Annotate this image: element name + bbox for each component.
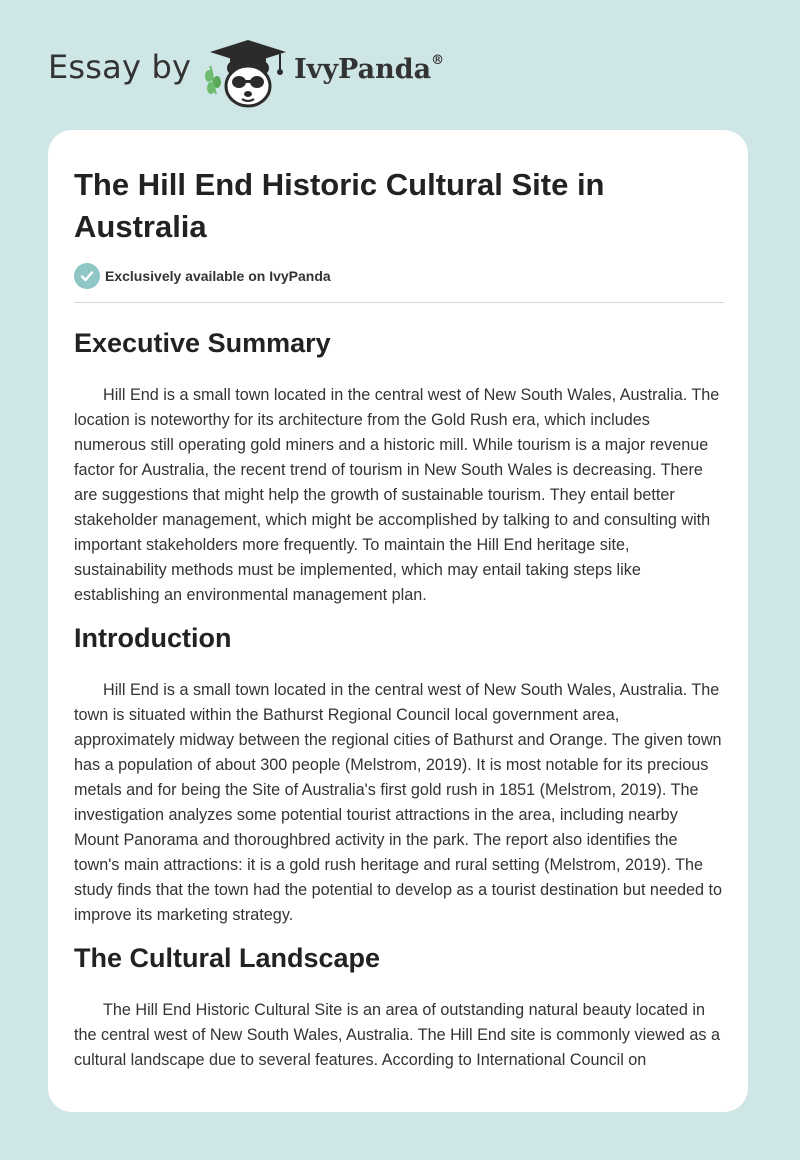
section-body-introduction: Hill End is a small town located in the central west of New South Wales, Australia. The town is situated within the Bathurst Regional Council local government area, approximately midway between the regional cities of Bathurst and Orange. The given town has a population of about 300 people (Melstrom, 2019). It is most notable for its precious metals and for being the Site of Australia's first gold rush in 1851 (Melstrom, 2019). The investigation analyzes some potential tourist attractions in the area, including nearby Mount Panorama and thoroughbred activity in the park. The report also identifies the town's main attractions: it is a gold rush heritage and rural setting (Melstrom, 2019). The study finds that the town had the potential to develop as a tourist destination but needed to improve its marketing strategy. bbox=[74, 681, 722, 924]
registered-mark: ® bbox=[431, 53, 445, 68]
essay-title: The Hill End Historic Cultural Site in Australia bbox=[74, 167, 605, 244]
brand-name[interactable] bbox=[294, 54, 444, 85]
brand-text: IvyPanda bbox=[294, 54, 432, 85]
section-heading-cultural-landscape: The Cultural Landscape bbox=[74, 943, 381, 973]
site-header bbox=[0, 0, 800, 130]
panda-logo-icon[interactable] bbox=[200, 36, 292, 110]
essay-card bbox=[48, 130, 748, 1112]
title-divider bbox=[74, 302, 724, 303]
essay-content bbox=[74, 164, 724, 1073]
exclusive-badge bbox=[74, 262, 724, 290]
section-heading-introduction: Introduction bbox=[74, 623, 232, 653]
section-body-cultural-landscape: The Hill End Historic Cultural Site is an area of outstanding natural beauty located in the central west of New South Wales, Australia. The Hill End site is commonly viewed as a cultural landscape due to several features. According to International Council on bbox=[74, 1001, 720, 1069]
section-body-executive-summary: Hill End is a small town located in the central west of New South Wales, Australia. The location is noteworthy for its architecture from the Gold Rush era, which includes numerous still operating gold miners and a historic mill. While tourism is a major revenue factor for Australia, the recent trend of tourism in New South Wales is decreasing. There are suggestions that might help the growth of sustainable tourism. They entail better stakeholder management, which might be accomplished by talking to and consulting with important stakeholders more frequently. To maintain the Hill End heritage site, sustainability methods must be implemented, which may entail taking steps like establishing an environmental management plan. bbox=[74, 386, 720, 604]
essay-by-label: Essay by bbox=[48, 48, 192, 86]
checkmark-icon bbox=[74, 263, 100, 289]
exclusive-badge-label: Exclusively available on IvyPanda bbox=[105, 268, 331, 284]
section-heading-executive-summary: Executive Summary bbox=[74, 328, 331, 358]
